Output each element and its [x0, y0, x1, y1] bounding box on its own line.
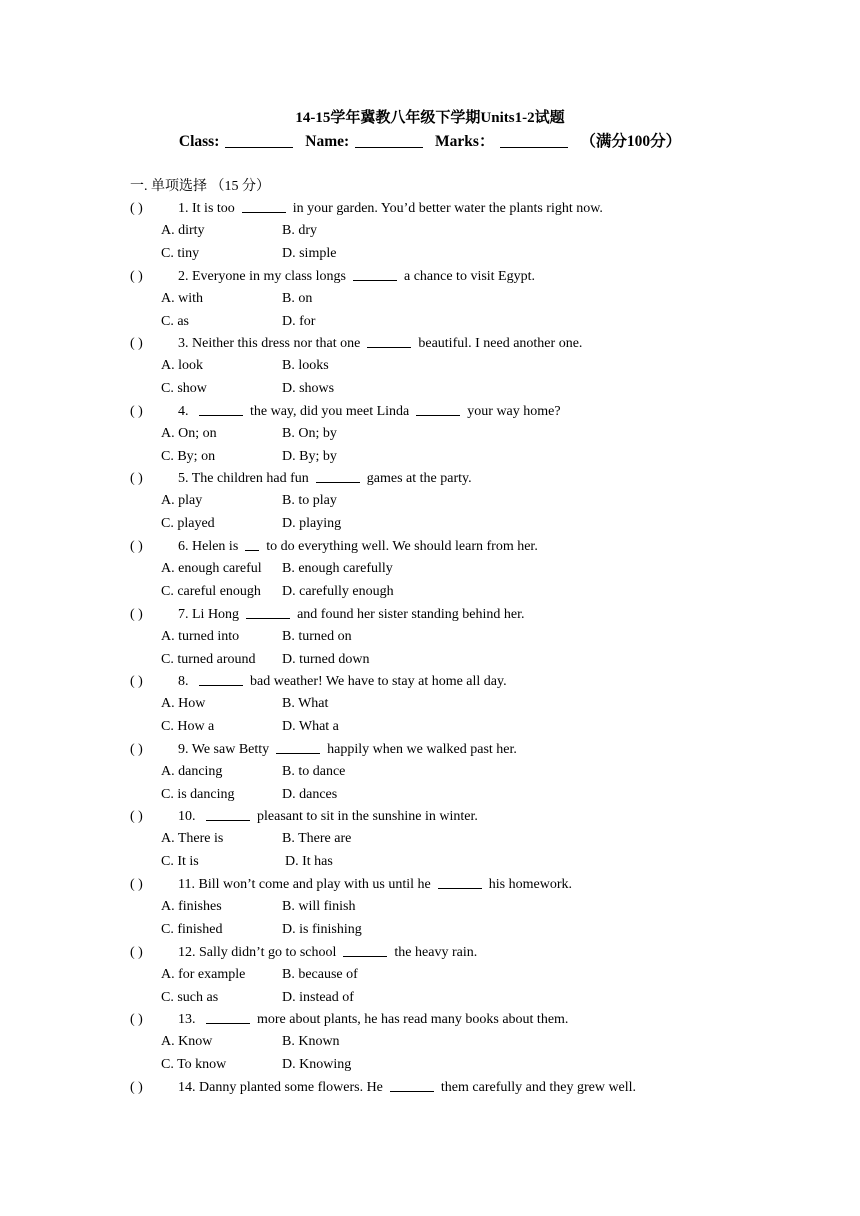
option-c: C. To know	[161, 1057, 227, 1072]
question-row	[130, 605, 525, 625]
answer-blank[interactable]	[206, 1010, 250, 1024]
answer-parentheses[interactable]: ( )	[130, 336, 143, 351]
option-c: C. as	[161, 314, 189, 329]
answer-blank[interactable]	[246, 605, 290, 619]
question-number: 10.	[178, 809, 196, 824]
answer-parentheses[interactable]: ( )	[130, 809, 143, 824]
answer-parentheses[interactable]: ( )	[130, 539, 143, 554]
question-text-before: Li Hong	[192, 607, 240, 622]
question-row	[130, 469, 472, 489]
option-c: C. By; on	[161, 449, 216, 464]
option-b: B. Known	[282, 1034, 340, 1049]
question-row	[130, 807, 478, 827]
answer-blank[interactable]	[416, 402, 460, 416]
option-b: B. What	[282, 696, 329, 711]
question-number: 9.	[178, 742, 189, 757]
answer-parentheses[interactable]: ( )	[130, 1080, 143, 1095]
question-number: 12.	[178, 945, 196, 960]
answer-blank[interactable]	[390, 1078, 434, 1092]
question-text-after: games at the party.	[366, 471, 472, 486]
question-number: 3.	[178, 336, 189, 351]
option-d: D. What a	[282, 719, 339, 734]
option-a: A. How	[161, 696, 206, 711]
option-d: D. It has	[285, 854, 333, 869]
student-info-line	[0, 129, 860, 151]
question-row	[130, 943, 477, 963]
question-text-after: and found her sister standing behind her.	[297, 607, 525, 622]
option-a: A. for example	[161, 967, 246, 982]
option-b: B. to play	[282, 493, 337, 508]
question-row	[130, 875, 572, 895]
option-a: A. with	[161, 291, 203, 306]
question-text-before: Sally didn’t go to school	[199, 945, 337, 960]
full-marks-note: （满分100分）	[580, 133, 682, 150]
question-row	[130, 672, 507, 692]
answer-parentheses[interactable]: ( )	[130, 201, 143, 216]
question-row	[130, 1010, 568, 1030]
question-text-after: beautiful. I need another one.	[418, 336, 583, 351]
option-a: A. finishes	[161, 899, 222, 914]
answer-blank[interactable]	[206, 807, 250, 821]
question-row	[130, 740, 517, 760]
option-d: D. simple	[282, 246, 337, 261]
option-c: C. How a	[161, 719, 215, 734]
question-row	[130, 402, 561, 422]
option-a: A. Know	[161, 1034, 213, 1049]
option-b: B. looks	[282, 358, 329, 373]
option-c: C. careful enough	[161, 584, 261, 599]
option-c: C. such as	[161, 990, 219, 1005]
question-text-before: It is too	[192, 201, 235, 216]
option-c: C. played	[161, 516, 215, 531]
question-text-before: Everyone in my class longs	[192, 269, 346, 284]
question-text-after: in your garden. You’d better water the plants right now.	[292, 201, 603, 216]
question-number: 5.	[178, 471, 189, 486]
question-text-before: The children had fun	[191, 471, 309, 486]
option-b: B. dry	[282, 223, 317, 238]
option-b: B. turned on	[282, 629, 352, 644]
marks-label: Marks：	[435, 133, 495, 150]
question-number: 14.	[178, 1080, 196, 1095]
answer-blank[interactable]	[245, 537, 259, 551]
option-c: C. It is	[161, 854, 199, 869]
option-d: D. turned down	[282, 652, 370, 667]
option-a: A. There is	[161, 831, 224, 846]
answer-blank[interactable]	[343, 943, 387, 957]
option-c: C. finished	[161, 922, 223, 937]
question-row	[130, 537, 538, 557]
question-row	[130, 267, 535, 287]
option-d: D. shows	[282, 381, 335, 396]
answer-blank[interactable]	[367, 334, 411, 348]
option-a: A. play	[161, 493, 203, 508]
option-d: D. dances	[282, 787, 338, 802]
question-text-before: Danny planted some flowers. He	[199, 1080, 383, 1095]
answer-blank[interactable]	[438, 875, 482, 889]
marks-blank[interactable]	[500, 133, 568, 148]
question-text-after: the heavy rain.	[394, 945, 478, 960]
answer-blank[interactable]	[353, 267, 397, 281]
question-text-before: Neither this dress nor that one	[192, 336, 361, 351]
question-text-after: happily when we walked past her.	[327, 742, 517, 757]
answer-parentheses[interactable]: ( )	[130, 877, 143, 892]
option-b: B. on	[282, 291, 313, 306]
option-c: C. turned around	[161, 652, 256, 667]
option-d: D. instead of	[282, 990, 354, 1005]
question-number: 4.	[178, 404, 189, 419]
answer-blank[interactable]	[199, 672, 243, 686]
option-b: B. There are	[282, 831, 352, 846]
question-text-after: more about plants, he has read many books about them.	[257, 1012, 569, 1027]
question-text-after: your way home?	[467, 404, 561, 419]
section-heading: 一. 单项选择 （15 分）	[130, 179, 270, 194]
question-text-after: pleasant to sit in the sunshine in winter.	[257, 809, 478, 824]
question-number: 13.	[178, 1012, 196, 1027]
option-a: A. dirty	[161, 223, 205, 238]
option-d: D. Knowing	[282, 1057, 352, 1072]
answer-blank[interactable]	[276, 740, 320, 754]
question-text-before: We saw Betty	[191, 742, 270, 757]
option-c: C. tiny	[161, 246, 200, 261]
question-number: 2.	[178, 269, 189, 284]
question-number: 7.	[178, 607, 189, 622]
option-c: C. show	[161, 381, 207, 396]
question-text-before: Bill won’t come and play with us until he	[198, 877, 431, 892]
name-label: Name:	[305, 133, 350, 150]
option-d: D. carefully enough	[282, 584, 394, 599]
option-a: A. enough careful	[161, 561, 262, 576]
answer-blank[interactable]	[242, 199, 286, 213]
answer-parentheses[interactable]: ( )	[130, 1012, 143, 1027]
option-b: B. to dance	[282, 764, 346, 779]
option-b: B. enough carefully	[282, 561, 393, 576]
question-text-after: a chance to visit Egypt.	[403, 269, 536, 284]
answer-parentheses[interactable]: ( )	[130, 471, 143, 486]
question-number: 11.	[178, 877, 195, 892]
question-number: 8.	[178, 674, 189, 689]
question-text-middle: the way, did you meet Linda	[250, 404, 410, 419]
question-number: 1.	[178, 201, 189, 216]
option-d: D. for	[282, 314, 316, 329]
question-row	[130, 334, 582, 354]
question-text-after: them carefully and they grew well.	[440, 1080, 637, 1095]
question-text-before: Helen is	[192, 539, 239, 554]
option-a: A. turned into	[161, 629, 240, 644]
question-text-after: bad weather! We have to stay at home all day.	[250, 674, 507, 689]
answer-parentheses[interactable]: ( )	[130, 674, 143, 689]
option-b: B. will finish	[282, 899, 356, 914]
question-text-after: his homework.	[488, 877, 572, 892]
answer-parentheses[interactable]: ( )	[130, 607, 143, 622]
class-blank[interactable]	[225, 133, 293, 148]
name-blank[interactable]	[355, 133, 423, 148]
option-d: D. playing	[282, 516, 342, 531]
answer-parentheses[interactable]: ( )	[130, 742, 143, 757]
answer-blank[interactable]	[199, 402, 243, 416]
question-row	[130, 199, 603, 219]
answer-parentheses[interactable]: ( )	[130, 269, 143, 284]
answer-parentheses[interactable]: ( )	[130, 945, 143, 960]
option-d: D. is finishing	[282, 922, 362, 937]
answer-parentheses[interactable]: ( )	[130, 404, 143, 419]
answer-blank[interactable]	[316, 469, 360, 483]
option-a: A. On; on	[161, 426, 217, 441]
option-d: D. By; by	[282, 449, 337, 464]
question-number: 6.	[178, 539, 189, 554]
option-b: B. On; by	[282, 426, 337, 441]
option-c: C. is dancing	[161, 787, 235, 802]
option-a: A. look	[161, 358, 203, 373]
question-row	[130, 1078, 636, 1098]
question-text-after: to do everything well. We should learn from her.	[266, 539, 538, 554]
option-b: B. because of	[282, 967, 358, 982]
class-label: Class:	[178, 133, 220, 150]
page-title: 14-15学年冀教八年级下学期Units1-2试题	[295, 110, 565, 126]
option-a: A. dancing	[161, 764, 223, 779]
